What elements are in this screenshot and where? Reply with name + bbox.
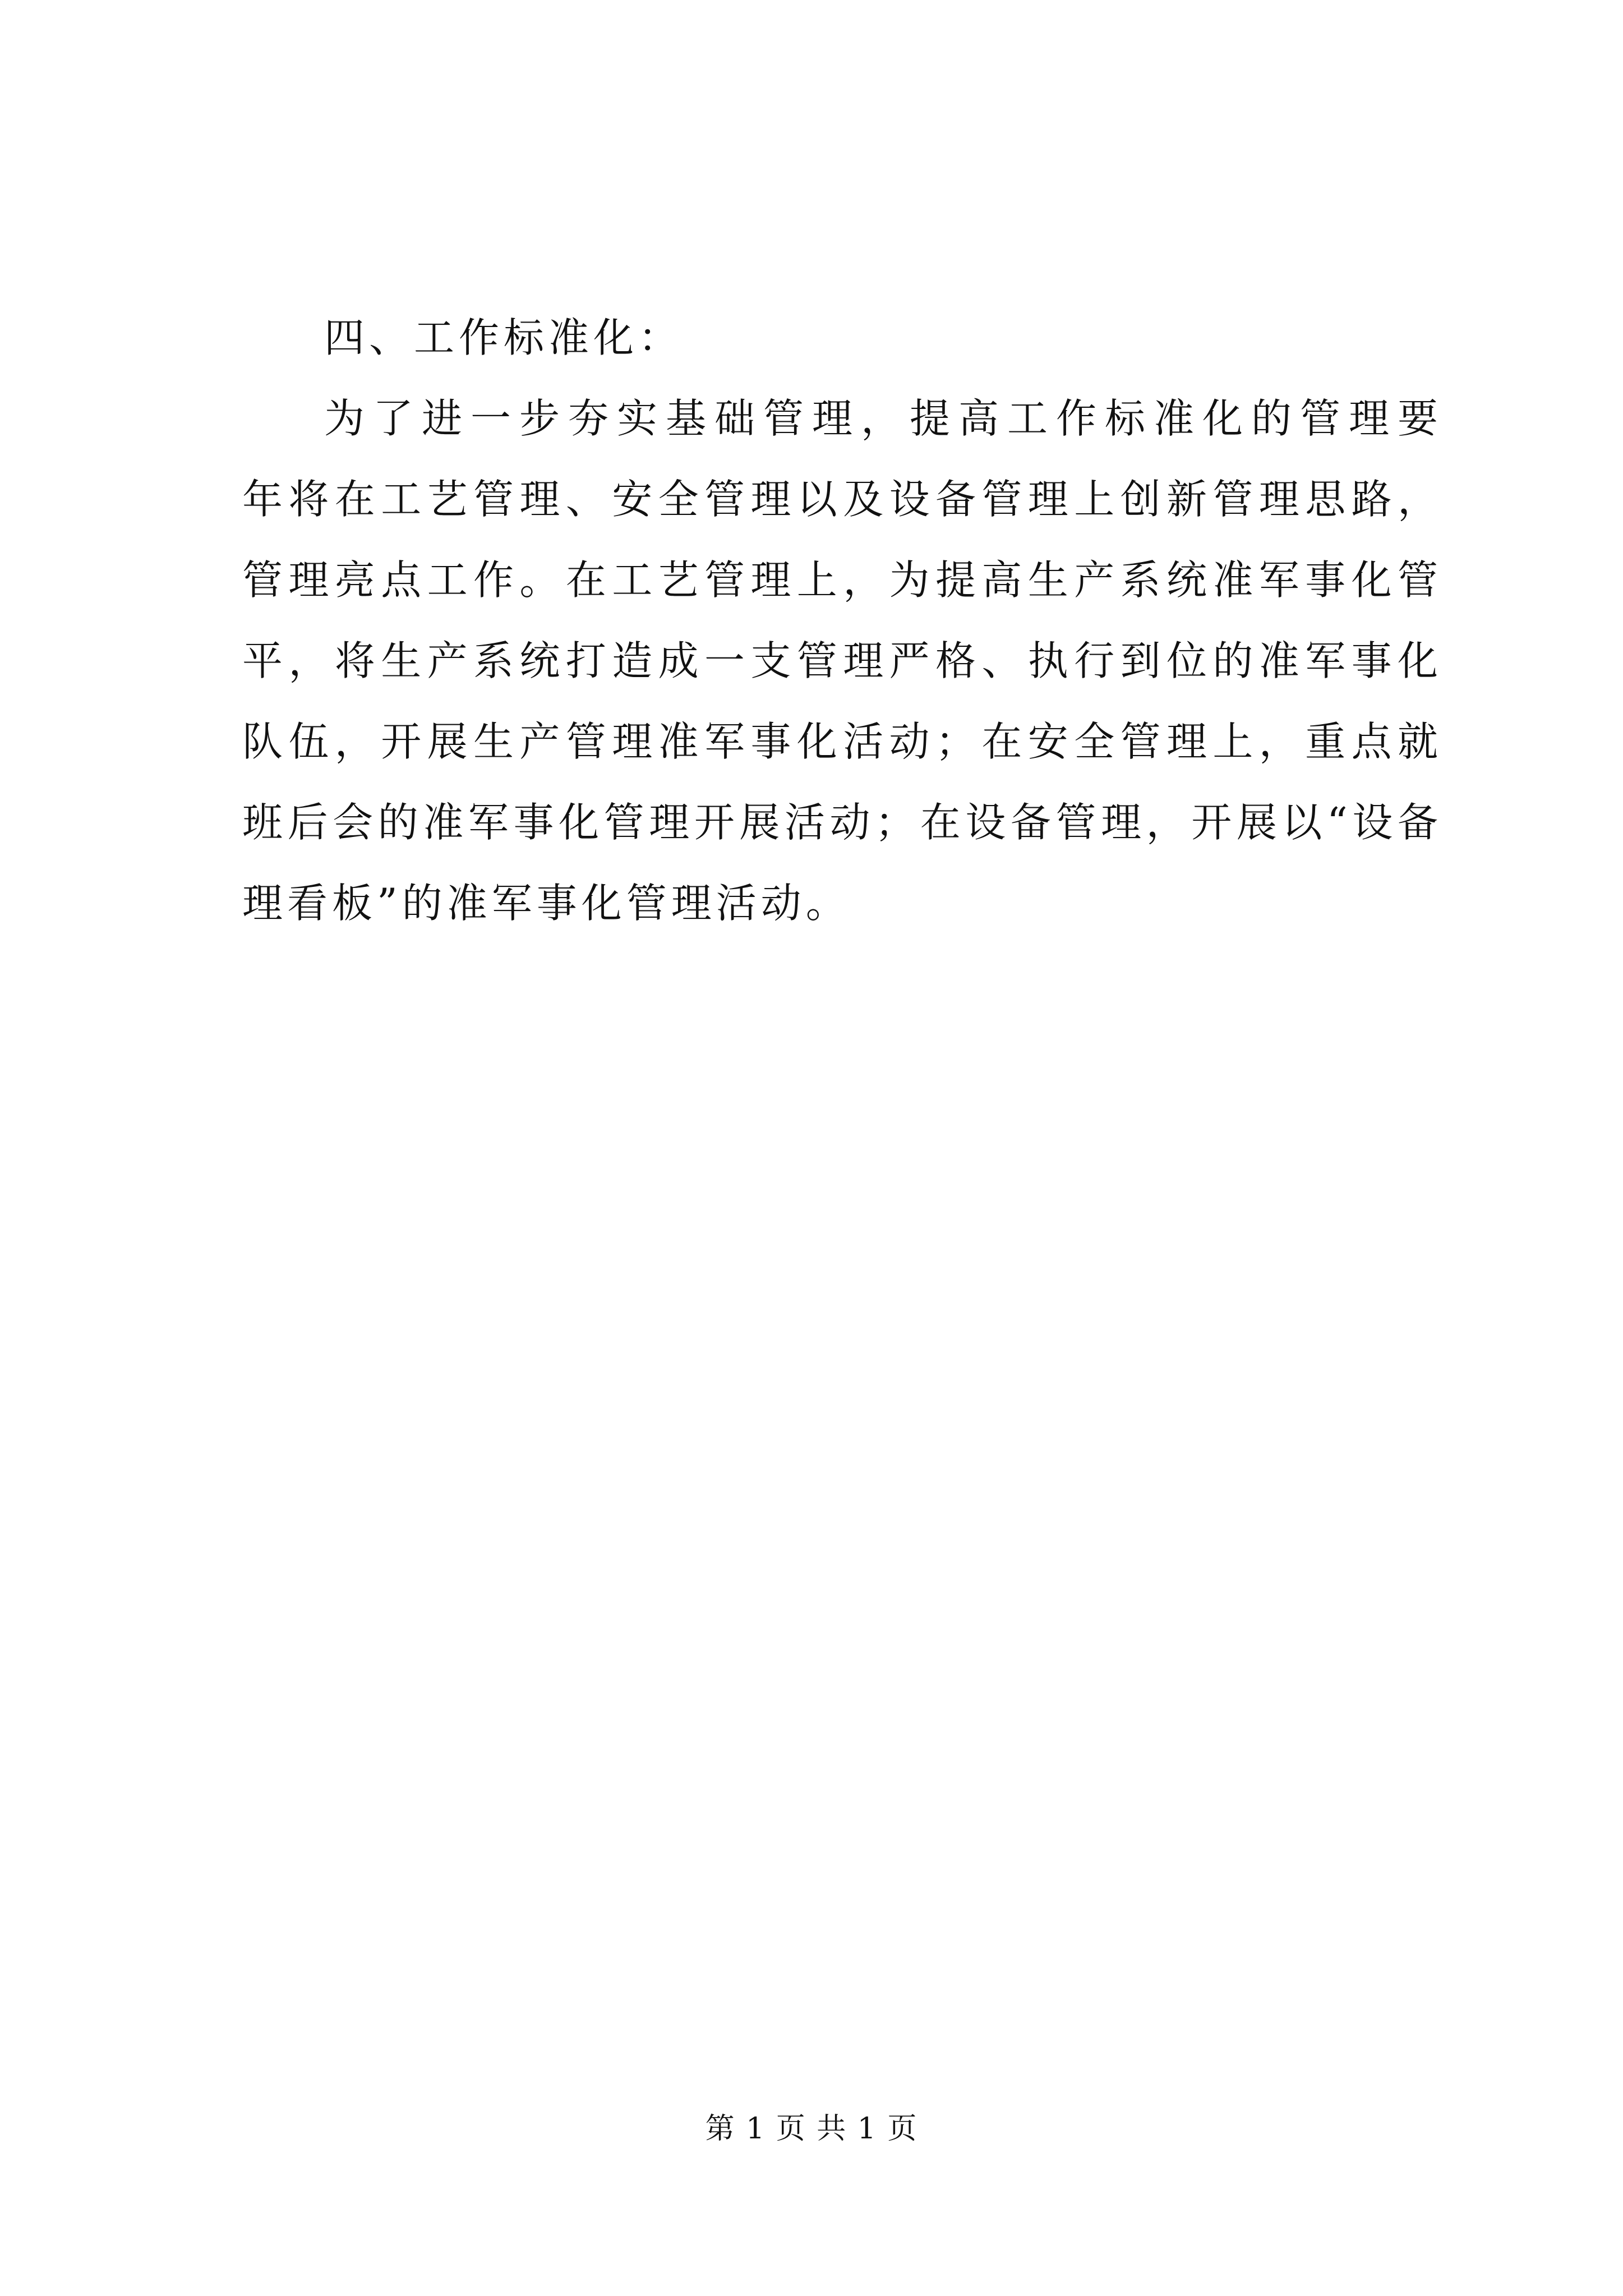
paragraph-line-1: 为了进一步夯实基础管理，提高工作标准化的管理要 [324,395,1442,442]
paragraph-line-7: 理看板”的准军事化管理活动。 [242,880,851,927]
paragraph-line-3: 管理亮点工作。在工艺管理上，为提高生产系统准军事化管 [242,556,1442,604]
paragraph-line-5: 队伍，开展生产管理准军事化活动；在安全管理上，重点就 [242,718,1442,765]
document-body [242,297,1442,944]
paragraph-line-4: 平，将生产系统打造成一支管理严格、执行到位的准军事化 [242,637,1442,684]
paragraph-line-2: 年将在工艺管理、安全管理以及设备管理上创新管理思路， [242,476,1442,523]
paragraph-line-6: 班后会的准军事化管理开展活动；在设备管理，开展以“设备 [242,799,1442,846]
page-number-footer: 第 1 页 共 1 页 [705,2112,918,2146]
section-heading: 四、工作标准化： [324,314,684,361]
